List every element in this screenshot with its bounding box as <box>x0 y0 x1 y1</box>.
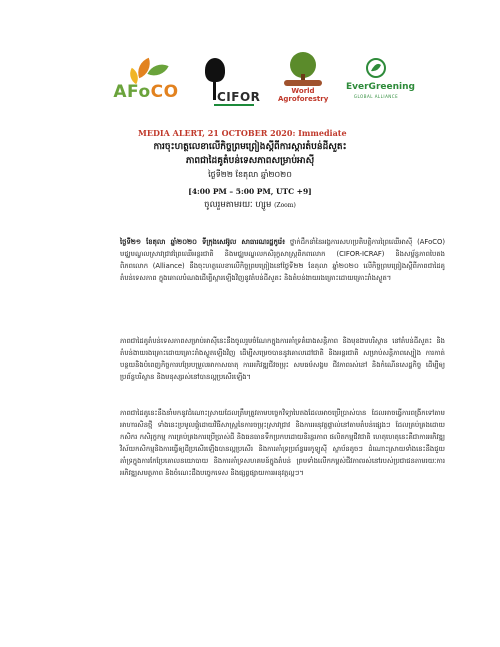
leaf-icon <box>366 58 386 78</box>
event-time: [4:00 PM – 5:00 PM, UTC +9] <box>188 187 312 196</box>
paragraph-1: ថ្ងៃទី២១ ខែតុលា ឆ្នាំ២០២០ ទីក្រុងសេអ៊ូល សាធារណរដ្ឋកូរ៉េ៖ ថ្នាក់ដឹកនាំនៃអង្គការសហប្រតិបត្តិការព្រៃឈើអាស៊ី (AFoCO) មជ្ឈមណ្ឌលស្រាវជ្រាវព្រៃឈើអន្តរជាតិ និងមជ្ឈមណ្ឌលកសិរុក្ខសាស្ត្រពិភពលោក (CIFOR-ICRAF) និងសម្ព័ន្ធភាពបៃតងពិភពលោក (Alliance) នឹងចុះហត្ថលេខាលើកិច្ចព្រមព្រៀងនៅថ្ងៃទី២២ ខែតុលា ឆ្នាំ២០២០ លើកិច្ចព្រមព្រៀងស្តីពីភាពជាដៃគូតំបន់ទេសភាព ក្នុងគោលបំណងដើម្បីស្តារឡើងវិញនូវតំបន់ដីសួតះ និងតំបន់ងាយរងគ្រោះដោយគ្រោះរាំងស្ងួត។ <box>120 238 445 282</box>
paragraph-3: ភាពជាដៃគូនេះនឹងនាំមកនូវដំណោះស្រាយដែលត្រឹមត្រូវតាមបច្ចេកវិទ្យាបៃតងដែលអាចប្រើប្រាស់បាន ដែលអាចធ្វើការពង្រីកទៅតាមអាហារសិនថ្មី ទាំងនេះប្រមូលផ្តុំដោយវិធីសាស្ត្រនៃការចម្រុះស្រាវជ្រាវ និងការអនុវត្តផ្ទាល់នៅតាមតំបន់ផ្សេងៗ ដែលគ្រប់គ្រងដោយកសិករ កសិរុក្ខកម្ម ការគ្រប់គ្រងការប្រើប្រាស់ដី និងធនធានទឹកប្រកបដោយនិរន្តរភាព ផលិតកម្មជីវជាតិ ហេតុហេតុនេះគឺជាការអភិវឌ្ឍវិស័យកសិកម្មនិងការធ្វើឲ្យដីប្រសើរឡើងបានល្អប្រសើរ និងការគាំទ្រប្រព័ន្ធអេកូឡូស៊ី ស្ថាប័នតូចៗ ដំណោះស្រាយទាំងនេះនឹងជួយគាំទ្រក្នុងការកែប្រែគោលនយោបាយ និងការគាំទ្រសហគមន៍ក្នុងតំបន់ ព្រមទាំងលើកកម្ពស់ជីវភាពរស់នៅរបស់ប្រជាជនតាមរយៈការអភិវឌ្ឍសមត្ថភាព និងចំណេះដឹងបច្ចេកទេស និងផ្សព្វផ្សាយការអនុវត្តល្អៗ។ <box>120 409 445 477</box>
headline-line-2: ភាពជាដៃគូតំបន់ទេសភាពសម្រាប់អាស៊ី <box>185 156 315 166</box>
join-via-zoom: ចូលរួមតាមរយៈ ហ្សូម (Zoom) <box>204 200 296 210</box>
event-date: ថ្ងៃទី២២ ខែតុលា ឆ្នាំ២០២០ <box>208 170 292 179</box>
headline-line-1: ការចុះហត្ថលេខាលើកិច្ចព្រមព្រៀងស្តីពីការស្តារតំបន់ដីសួតះ <box>153 142 347 152</box>
partner-logos <box>0 52 500 112</box>
dateline: ថ្ងៃទី២១ ខែតុលា ឆ្នាំ២០២០ ទីក្រុងសេអ៊ូល សាធារណរដ្ឋកូរ៉េ៖ <box>120 238 286 246</box>
cifor-logo: CIFOR <box>205 54 255 110</box>
afoco-logo: AFoCO <box>106 60 186 106</box>
media-alert-label: MEDIA ALERT, 21 OCTOBER 2020: Immediate <box>138 128 347 138</box>
paragraph-2: ភាពជាដៃគូតំបន់ទេសភាពសម្រាប់អាស៊ីនេះនឹងចូលរួមចំណែកក្នុងការគាំទ្រគំរោងសន្តិភាព និងមុខងារបរិស្ថាន នៅតំបន់ដីសួតះ និងតំបន់ងាយរងគ្រោះដោយគ្រោះរាំងស្ងួតឡើងវិញ ដើម្បីសម្រេចបាននូវគោលដៅជាតិ និងអន្តរជាតិ សម្រាប់សន្តិភាពស្បៀង ការកាត់បន្ថយនិងបំពេញកិច្ចការបម្រែបម្រួលអាកាសធាតុ ការអភិវឌ្ឍជីវចម្រុះ សមធម៌សង្គម ជីវភាពរស់នៅ និងកំណើនសេដ្ឋកិច្ច ដើម្បីឲ្យប្រព័ន្ធបរិស្ថាន និងមនុស្សរស់នៅបានល្អប្រសើរឡើង។ <box>120 337 445 381</box>
evergreening-logo: EverGreening GLOBAL ALLIANCE <box>346 58 406 108</box>
world-agroforestry-logo: World Agroforestry <box>278 52 328 112</box>
